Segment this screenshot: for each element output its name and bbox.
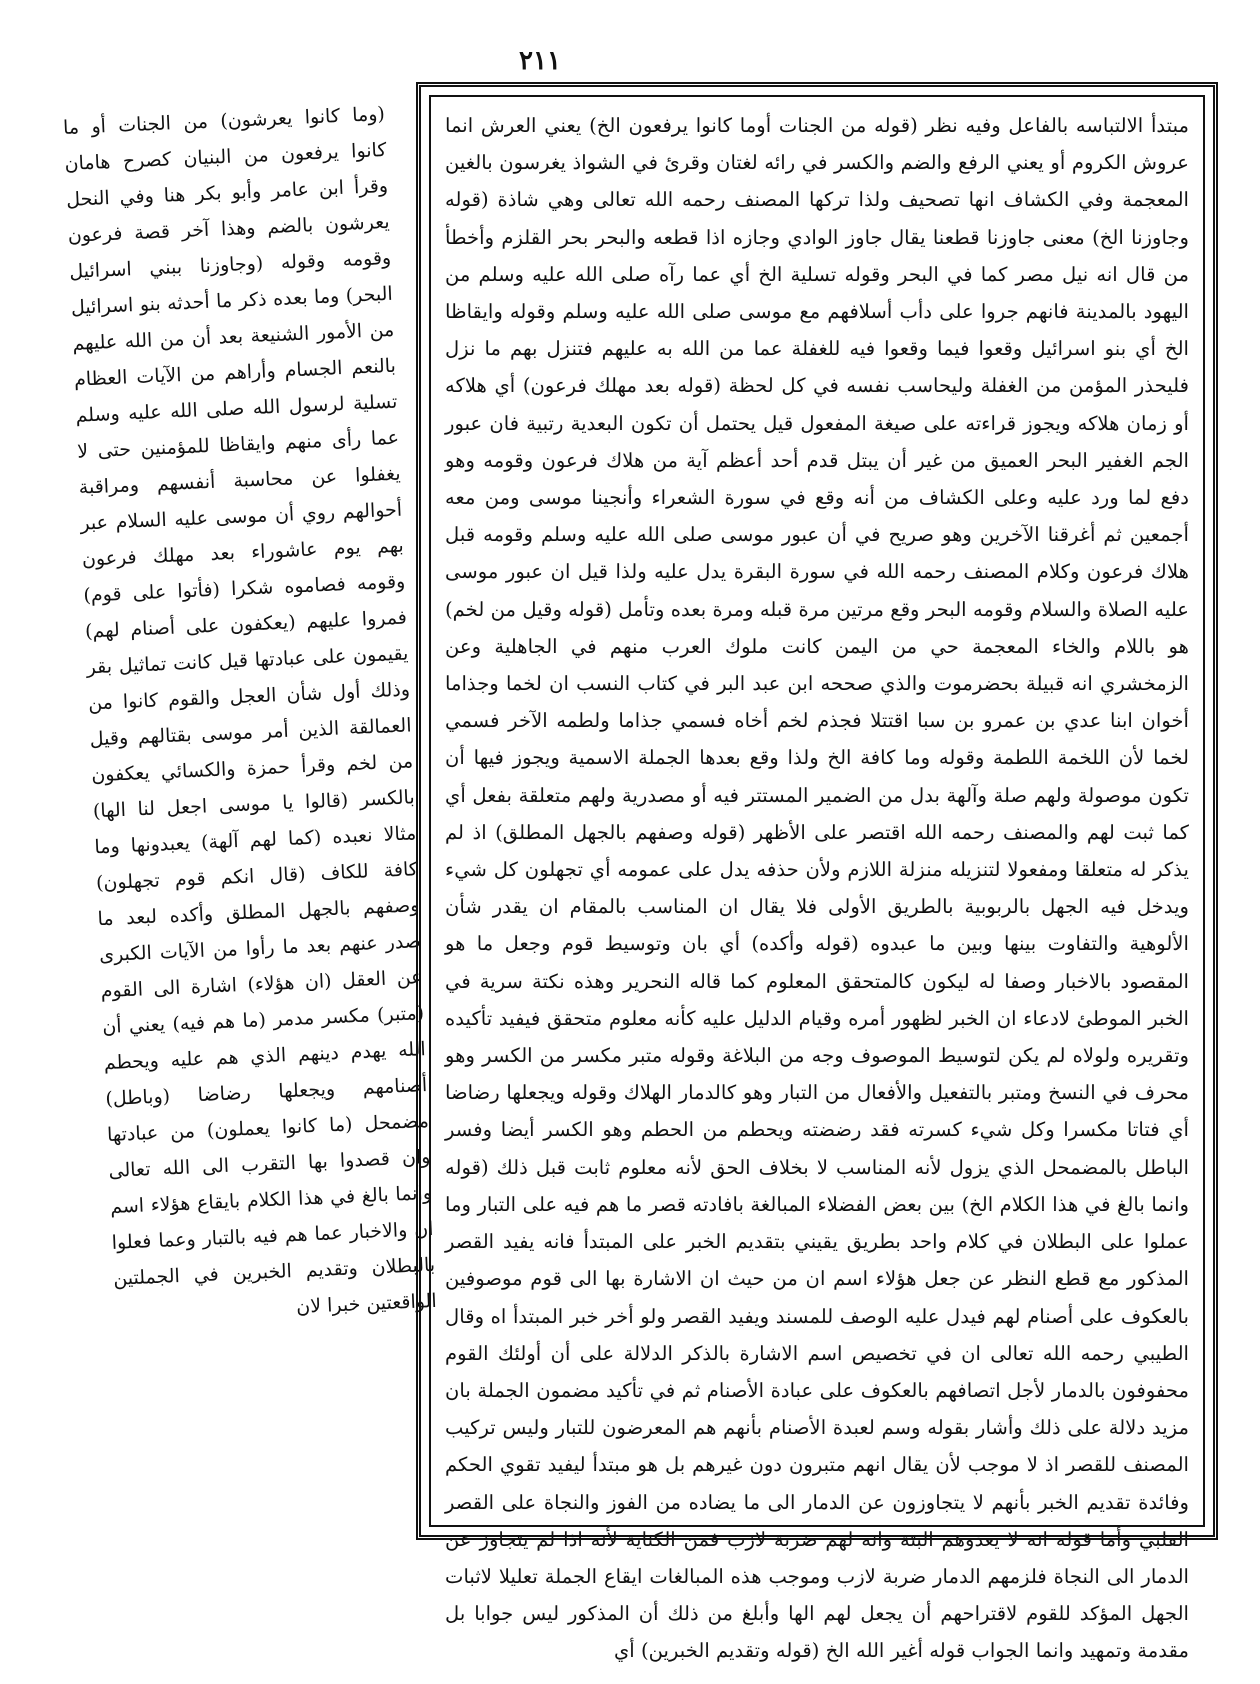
main-text-box [429, 95, 1205, 1663]
margin-text: (وما كانوا يعرشون) من الجنات أو ما كانوا يرفعون من البنيان كصرح هامان وقرأ ابن عامر وأبو بكر هنا وفي النحل يعرشون بالضم وهذا آخر قصة فرعون وقومه وقوله (وجاوزنا ببني اسرائيل البحر) وما بعده ذكر ما أحدثه بنو اسرائيل من الأمور الشنيعة بعد أن من الله عليهم بالنعم الجسام وأراهم من الآيات العظام تسلية لرسول الله صلى الله عليه وسلم عما رأى منهم وايقاظا للمؤمنين حتى لا يغفلوا عن محاسبة أنفسهم ومراقبة أحوالهم روي أن موسى عليه السلام عبر بهم يوم عاشوراء بعد مهلك فرعون وقومه فصاموه شكرا (فأتوا على قوم) فمروا عليهم (يعكفون على أصنام لهم) يقيمون على عبادتها قيل كانت تماثيل بقر وذلك أول شأن العجل والقوم كانوا من العمالقة الذين أمر موسى بقتالهم وقيل من لخم وقرأ حمزة والكسائي يعكفون بالكسر (قالوا يا موسى اجعل لنا الها) مثالا نعبده (كما لهم آلهة) يعبدونها وما كافة للكاف (قال انكم قوم تجهلون) وصفهم بالجهل المطلق وأكده لبعد ما صدر عنهم بعد ما رأوا من الآيات الكبرى عن العقل (ان هؤلاء) اشارة الى القوم (متبر) مكسر مدمر (ما هم فيه) يعني أن الله يهدم دينهم الذي هم عليه ويحطم أصنامهم ويجعلها رضاضا (وباطل) مضمحل (ما كانوا يعملون) من عبادتها وان قصدوا بها التقرب الى الله تعالى وانما بالغ في هذا الكلام بايقاع هؤلاء اسم ان والاخبار عما هم فيه بالتبار وعما فعلوا بالبطلان وتقديم الخبرين في الجملتين الواقعتين خبرا لان [62, 102, 438, 1318]
main-text: مبتدأ الالتباسه بالفاعل وفيه نظر (قوله من الجنات أوما كانوا يرفعون الخ) يعني العرش انما عروش الكروم أو يعني الرفع والضم والكسر في رائه لغتان وقرئ في الشواذ يغرسون بالغين المعجمة وفي الكشاف انها تصحيف ولذا تركها المصنف رحمه الله تعالى وهي شاذة (قوله وجاوزنا الخ) معنى جاوزنا قطعنا يقال جاوز الوادي وجازه اذا قطعه والبحر بحر القلزم وأخطأ من قال انه نيل مصر كما في البحر وقوله تسلية الخ أي عما رآه صلى الله عليه وسلم من اليهود بالمدينة فانهم جروا على دأب أسلافهم مع موسى صلى الله عليه وسلم وقوله وايقاظا الخ أي بنو اسرائيل وقعوا فيما وقعوا فيه للغفلة عما من الله به عليهم فتنزل بهم ما نزل فليحذر المؤمن من الغفلة وليحاسب نفسه في كل لحظة (قوله بعد مهلك فرعون) أي هلاكه أو زمان هلاكه ويجوز قراءته على صيغة المفعول قيل يحتمل أن تكون البعدية رتبية فان عبور الجم الغفير البحر العميق من غير أن يبتل قدم أحد أعظم آية من هلاك فرعون وقومه وهو دفع لما ورد عليه وعلى الكشاف من أنه وقع في سورة الشعراء وأنجينا موسى ومن معه أجمعين ثم أغرقنا الآخرين وهو صريح في أن عبور موسى صلى الله عليه وسلم وقومه قبل هلاك فرعون وكلام المصنف رحمه الله في سورة البقرة يدل عليه ولذا قيل ان عبور موسى عليه الصلاة والسلام وقومه البحر وقع مرتين مرة قبله ومرة بعده وتأمل (قوله وقيل من لخم) هو باللام والخاء المعجمة حي من اليمن كانت ملوك العرب منهم في الجاهلية وعن الزمخشري انه قبيلة بحضرموت والذي صححه ابن عبد البر في كتاب النسب ان لخما وجذاما أخوان ابنا عدي بن عمرو بن سبا اقتتلا فجذم لخم أخاه فسمي جذاما ولطمه الآخر فسمي لخما لأن اللخمة اللطمة وقوله وما كافة الخ ولذا وقع بعدها الجملة الاسمية ويجوز فيها أن تكون موصولة ولهم صلة وآلهة بدل من الضمير المستتر فيه أو مصدرية ولهم متعلقة بفعل أي كما ثبت لهم والمصنف رحمه الله اقتصر على الأظهر (قوله وصفهم بالجهل المطلق) اذ لم يذكر له متعلقا ومفعولا لتنزيله منزلة اللازم ولأن حذفه يدل على عمومه أي تجهلون كل شيء ويدخل فيه الجهل بالربوبية بالطريق الأولى فلا يقال ان المناسب بالمقام ان يقدر شأن الألوهية والتفاوت بينها وبين ما عبدوه (قوله وأكده) أي بان وتوسيط قوم وجعل ما هو المقصود بالاخبار وصفا له ليكون كالمتحقق المعلوم كما قاله النحرير وهذه نكتة سرية في الخبر الموطئ لادعاء ان الخبر لظهور أمره وقيام الدليل عليه كأنه معلوم متحقق فيفيد تأكيده وتقريره ولولاه لم يكن لتوسيط الموصوف وجه من البلاغة وقوله متبر مكسر من الكسر وهو محرف في النسخ ومتبر بالتفعيل والأفعال من التبار وهو كالدمار الهلاك وقوله ويجعلها رضاضا أي فتاتا مكسرا وكل شيء كسرته فقد رضضته ويحطم من الحطم وهو الكسر أيضا وفسر الباطل بالمضمحل الذي يزول لأنه المناسب لا بخلاف الحق لأنه معلوم ثابت قبل ذلك (قوله وانما بالغ في هذا الكلام الخ) بين بعض الفضلاء المبالغة بافادته قصر ما هم فيه على التبار وما عملوا على البطلان في كلام واحد بطريق يقيني بتقديم الخبر على المبتدأ فانه يفيد القصر المذكور مع قطع النظر عن جعل هؤلاء اسم ان من حيث ان الاشارة بها الى قوم موصوفين بالعكوف على أصنام لهم فيدل عليه الوصف للمسند ويفيد القصر ولو أخر خبر المبتدأ اه وقال الطيبي رحمه الله تعالى ان في تخصيص اسم الاشارة بالذكر الدلالة على أن أولئك القوم محفوفون بالدمار لأجل اتصافهم بالعكوف على عبادة الأصنام ثم في تأكيد مضمون الجملة بان مزيد دلالة على ذلك وأشار بقوله وسم لعبدة الأصنام بأنهم هم المعرضون للتبار وليس تركيب المصنف للقصر اذ لا موجب لأن يقال انهم متبرون دون غيرهم بل هو مبتدأ ليفيد تقوي الحكم وفائدة تقديم الخبر بأنهم لا يتجاوزون عن الدمار الى ما يضاده من الفوز والنجاة على القصر القلبي وأما قوله انه لا يعدوهم البتة وانه لهم ضربة لازب فمن الكناية لأنه اذا لم يتجاوز عن الدمار الى النجاة فلزمهم الدمار ضربة لازب وموجب هذه المبالغات ايقاع الجملة تعليلا لاثبات الجهل المؤكد للقوم لاقتراحهم أن يجعل لهم الها وأبلغ من ذلك أن المذكور ليس جوابا بل مقدمة وتمهيد وانما الجواب قوله أغير الله الخ (قوله وتقديم الخبرين) أي [445, 114, 1189, 1663]
page-number: ٢١١ [519, 46, 561, 76]
margin-commentary [62, 96, 438, 1476]
main-text-frame [416, 82, 1218, 1663]
